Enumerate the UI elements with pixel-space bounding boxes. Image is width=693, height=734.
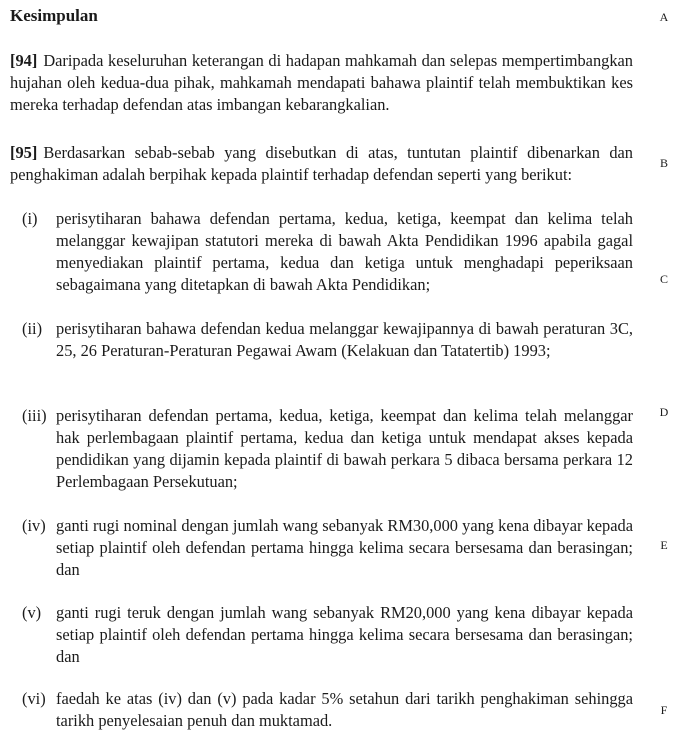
list-item-text: faedah ke atas (iv) dan (v) pada kadar 5% setahun dari tarikh penghakiman sehingga tarikh penyelesaian penuh dan muktamad. (56, 689, 633, 730)
margin-letter-b: B (659, 156, 668, 170)
list-item-ii (22, 318, 633, 362)
margin-letter-c: C (659, 272, 668, 286)
paragraph-95 (10, 142, 633, 186)
section-heading: Kesimpulan (10, 6, 98, 25)
list-item-text: perisytiharan bahawa defendan pertama, kedua, ketiga, keempat dan kelima telah melanggar kewajipan statutori mereka di bawah Akta Pendidikan 1996 apabila gagal menyediakan plaintif pertama, kedua dan ketiga untuk menghadapi peperiksaan sebagaimana yang ditetapkan di bawah Akta Pendidikan; (56, 209, 633, 294)
list-item-label: (iii) (22, 406, 47, 425)
list-item-label: (iv) (22, 516, 46, 535)
list-item-text: ganti rugi teruk dengan jumlah wang sebanyak RM20,000 yang kena dibayar kepada setiap plaintif oleh defendan pertama hingga kelima secara bersesama dan berasingan; dan (56, 603, 633, 666)
list-item-label: (v) (22, 603, 42, 622)
paragraph-text: Berdasarkan sebab-sebab yang disebutkan di atas, tuntutan plaintif dibenarkan dan penghakiman adalah berpihak kepada plaintif terhadap defendan seperti yang berikut: (10, 143, 633, 184)
list-item-text: perisytiharan defendan pertama, kedua, ketiga, keempat dan kelima telah melanggar hak perlembagaan plaintif pertama, kedua dan ketiga untuk mendapat akses kepada pendidikan yang dijamin kepada plaintif di bawah perkara 5 dibaca bersama perkara 12 Perlembagaan Persekutuan; (56, 406, 633, 491)
paragraph-text: Daripada keseluruhan keterangan di hadapan mahkamah dan selepas mempertimbangkan hujahan oleh kedua-dua pihak, mahkamah mendapati bahawa plaintif telah membuktikan kes mereka terhadap defendan atas imbangan kebarangkalian. (10, 51, 633, 114)
list-item-v (22, 602, 633, 668)
list-item-label: (vi) (22, 689, 46, 708)
margin-letter-e: E (660, 538, 668, 552)
margin-letter-a: A (659, 10, 669, 24)
list-item-vi (22, 688, 633, 732)
margin-letter-f: F (660, 703, 668, 717)
paragraph-94 (10, 50, 633, 116)
paragraph-number: [95] (10, 143, 38, 162)
paragraph-number: [94] (10, 51, 38, 70)
list-item-text: ganti rugi nominal dengan jumlah wang sebanyak RM30,000 yang kena dibayar kepada setiap plaintif oleh defendan pertama hingga kelima secara bersesama dan berasingan; dan (56, 516, 633, 579)
list-item-iii (22, 405, 633, 493)
list-item-text: perisytiharan bahawa defendan kedua melanggar kewajipannya di bawah peraturan 3C, 25, 26 Peraturan-Peraturan Pegawai Awam (Kelakuan dan Tatatertib) 1993; (56, 319, 633, 360)
list-item-label: (ii) (22, 319, 43, 338)
list-item-label: (i) (22, 209, 38, 228)
margin-letter-d: D (659, 405, 669, 419)
list-item-iv (22, 515, 633, 581)
list-item-i (22, 208, 633, 296)
